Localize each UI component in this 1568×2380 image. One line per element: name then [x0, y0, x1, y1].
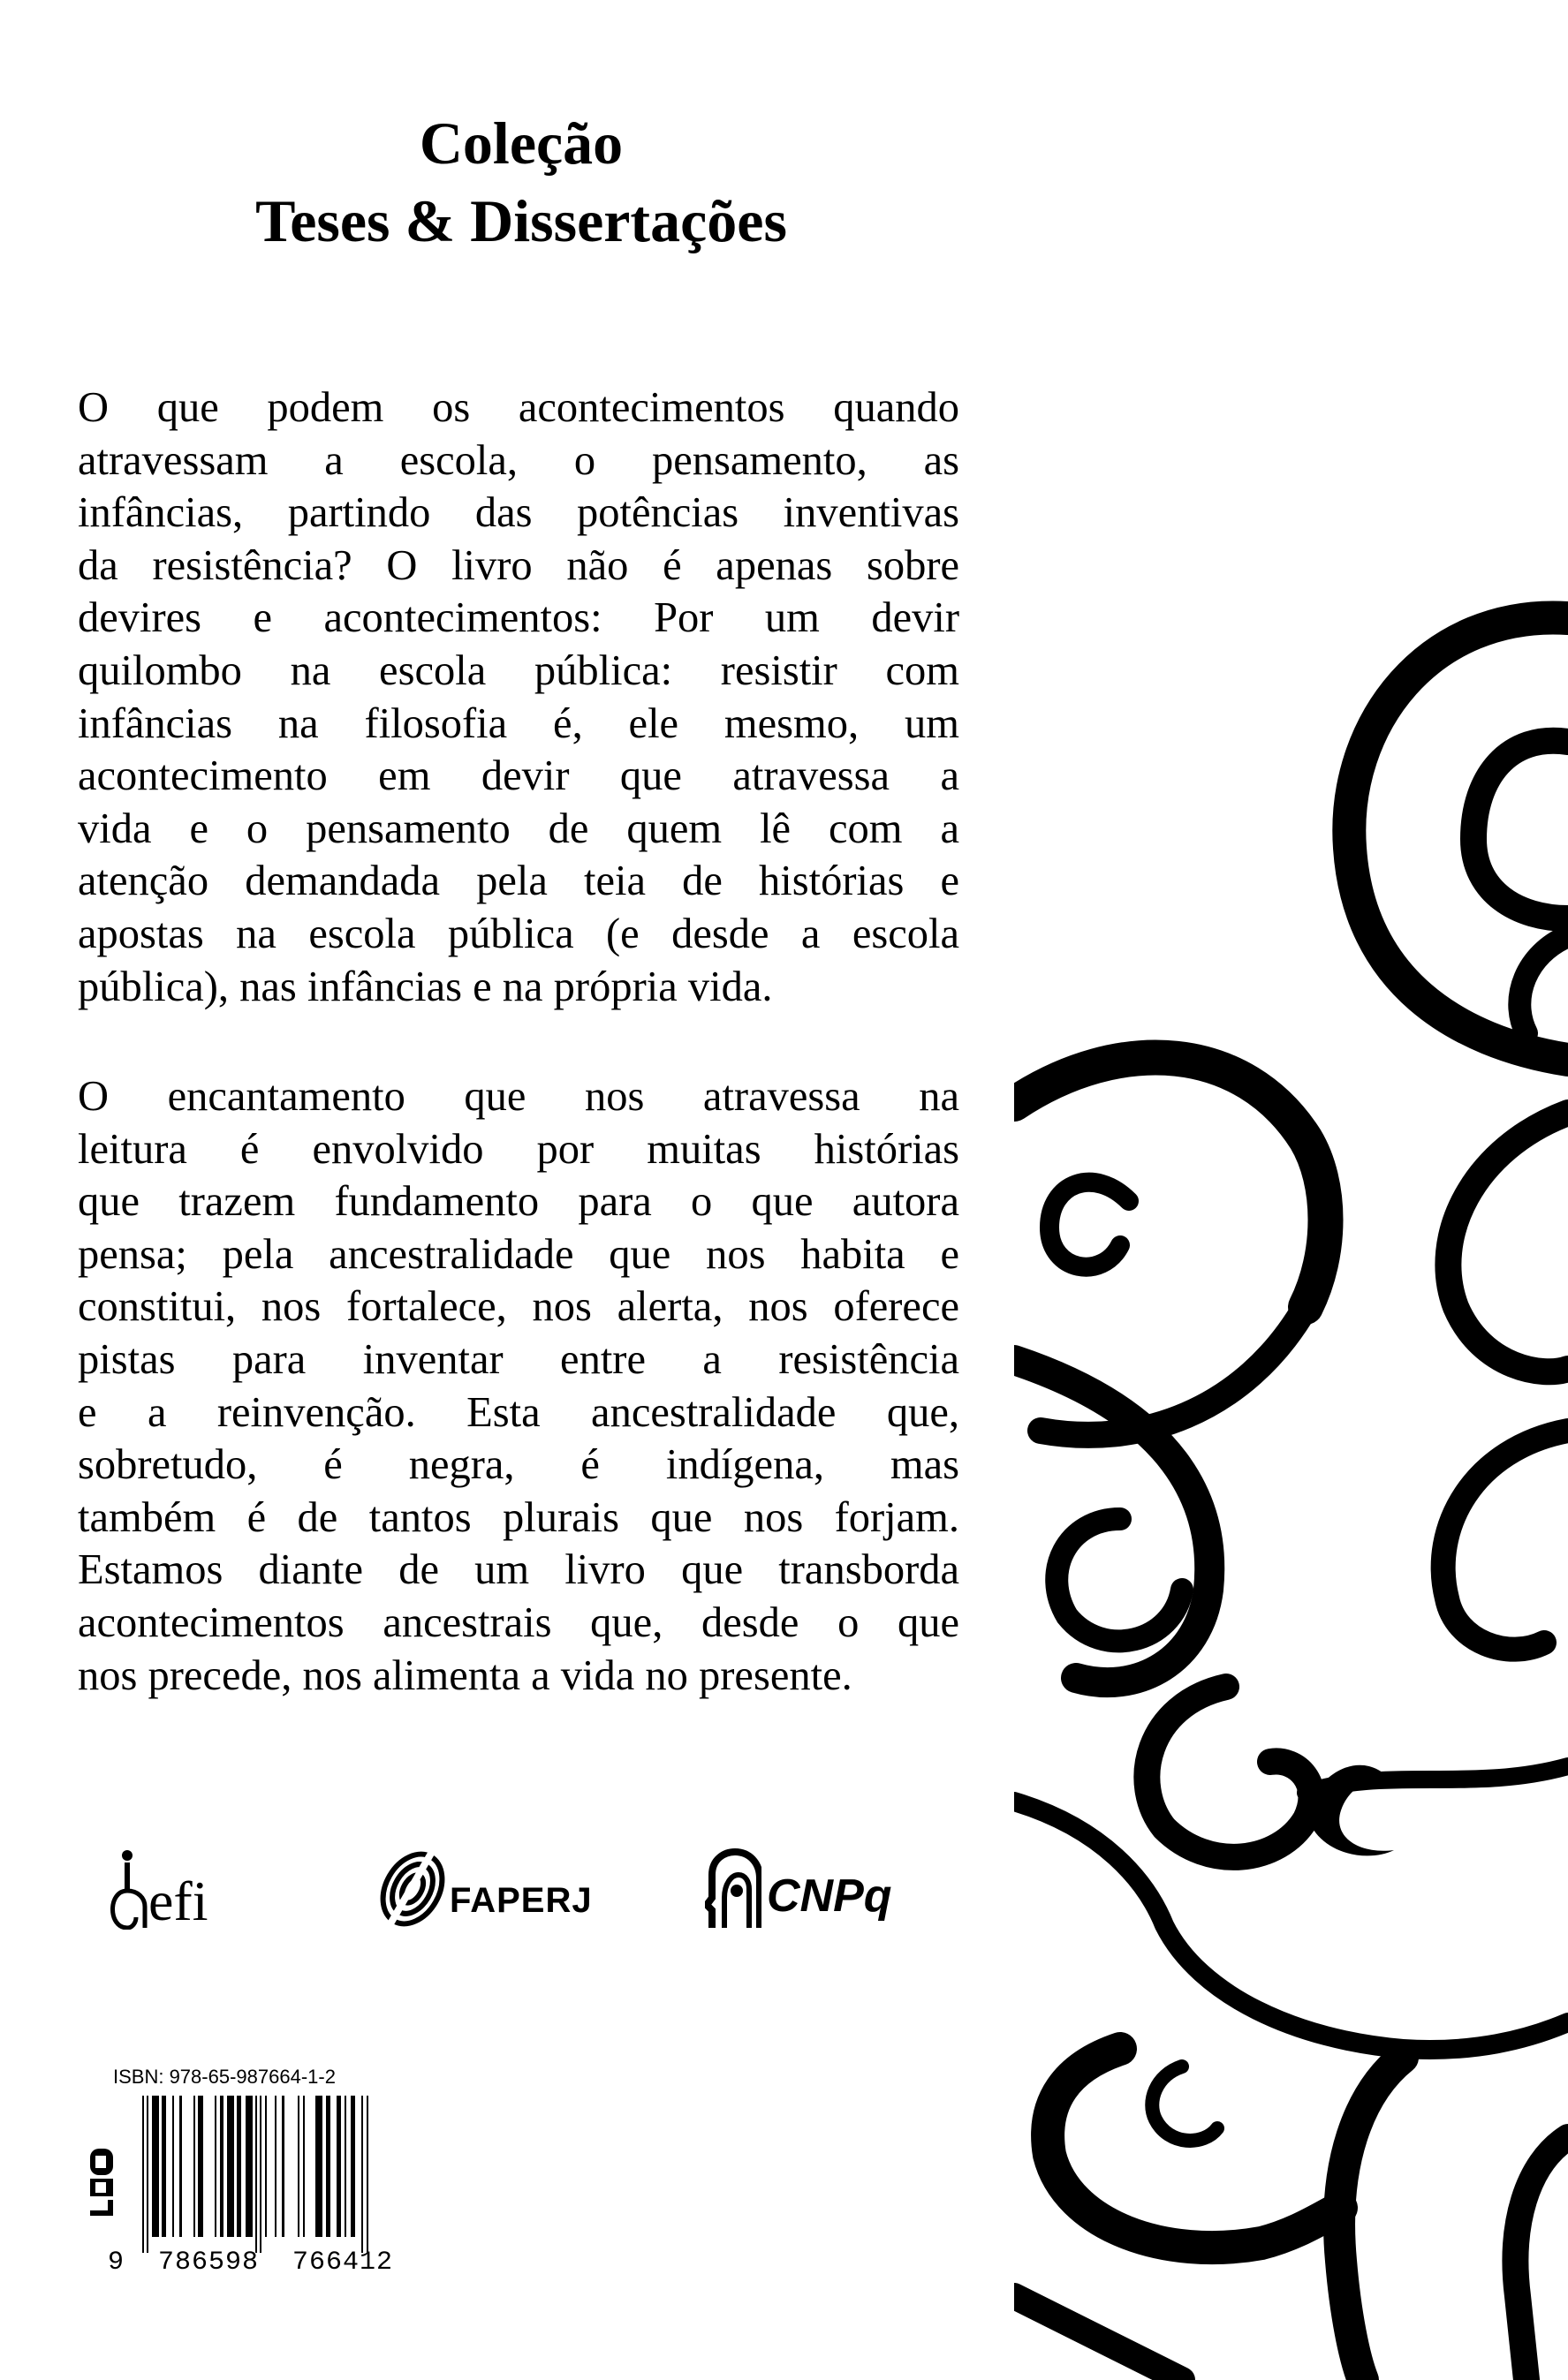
faperj-logo	[375, 1841, 593, 1930]
defi-wordmark: efi	[148, 1870, 208, 1932]
isbn-label: ISBN: 978-65-987664-1-2	[113, 2066, 336, 2088]
text-line: constitui, nos fortalece, nos alerta, nos oferece	[78, 1283, 959, 1331]
text-line: acontecimentos ancestrais que, desde o que	[78, 1598, 959, 1646]
cnpq-head-icon	[705, 1848, 761, 1930]
text-line: da resistência? O livro não é apenas sobre	[78, 541, 959, 589]
text-line: também é de tantos plurais que nos forjam.	[78, 1493, 959, 1541]
faperj-wordmark: FAPERJ	[450, 1881, 593, 1920]
decorative-swirl-pattern	[1014, 0, 1568, 2380]
defi-logo	[106, 1841, 208, 1930]
text-line: que trazem fundamento para o que autora	[78, 1178, 959, 1226]
text-line: apostas na escola pública (e desde a escola	[78, 910, 959, 957]
text-line: atravessam a escola, o pensamento, as	[78, 436, 959, 484]
cbl-publisher-icon	[88, 2149, 115, 2216]
text-line: devires e acontecimentos: Por um devir	[78, 594, 959, 642]
text-line: infâncias, partindo das potências inventivas	[78, 489, 959, 537]
text-line: vida e o pensamento de quem lê com a	[78, 805, 959, 852]
text-line: quilombo na escola pública: resistir com	[78, 646, 959, 694]
text-line: sobretudo, é negra, é indígena, mas	[78, 1441, 959, 1489]
isbn-barcode-block	[88, 2062, 394, 2283]
text-line: Estamos diante de um livro que transborda	[78, 1546, 959, 1594]
text-line: pensa; pela ancestralidade que nos habita e	[78, 1230, 959, 1278]
cnpq-logo	[705, 1841, 892, 1930]
text-line: atenção demandada pela teia de histórias e	[78, 858, 959, 905]
cnpq-wordmark: CNPq	[767, 1870, 892, 1922]
collection-title-line1: Coleção	[419, 110, 624, 177]
defi-glyph-icon	[106, 1848, 148, 1930]
synopsis-paragraph-2	[78, 1070, 959, 1702]
text-line: e a reinvenção. Esta ancestralidade que,	[78, 1388, 959, 1436]
faperj-rings-icon	[375, 1848, 446, 1930]
text-line: nos precede, nos alimenta a vida no presente.	[78, 1651, 852, 1699]
text-line: leitura é envolvido por muitas histórias	[78, 1125, 959, 1173]
text-line: acontecimento em devir que atravessa a	[78, 752, 959, 800]
text-line: O que podem os acontecimentos quando	[78, 384, 959, 431]
text-line: infâncias na filosofia é, ele mesmo, um	[78, 699, 959, 747]
collection-title-line2: Teses & Dissertações	[255, 187, 787, 254]
synopsis-paragraph-1	[78, 382, 959, 1013]
sponsor-logos	[97, 1841, 945, 1938]
text-line: pública), nas infâncias e na própria vida.	[78, 963, 773, 1010]
barcode-digits: 9 786598 766412	[108, 2248, 394, 2278]
text-line: pistas para inventar entre a resistência	[78, 1335, 959, 1383]
barcode-icon	[142, 2096, 374, 2253]
text-line: O encantamento que nos atravessa na	[78, 1073, 959, 1120]
